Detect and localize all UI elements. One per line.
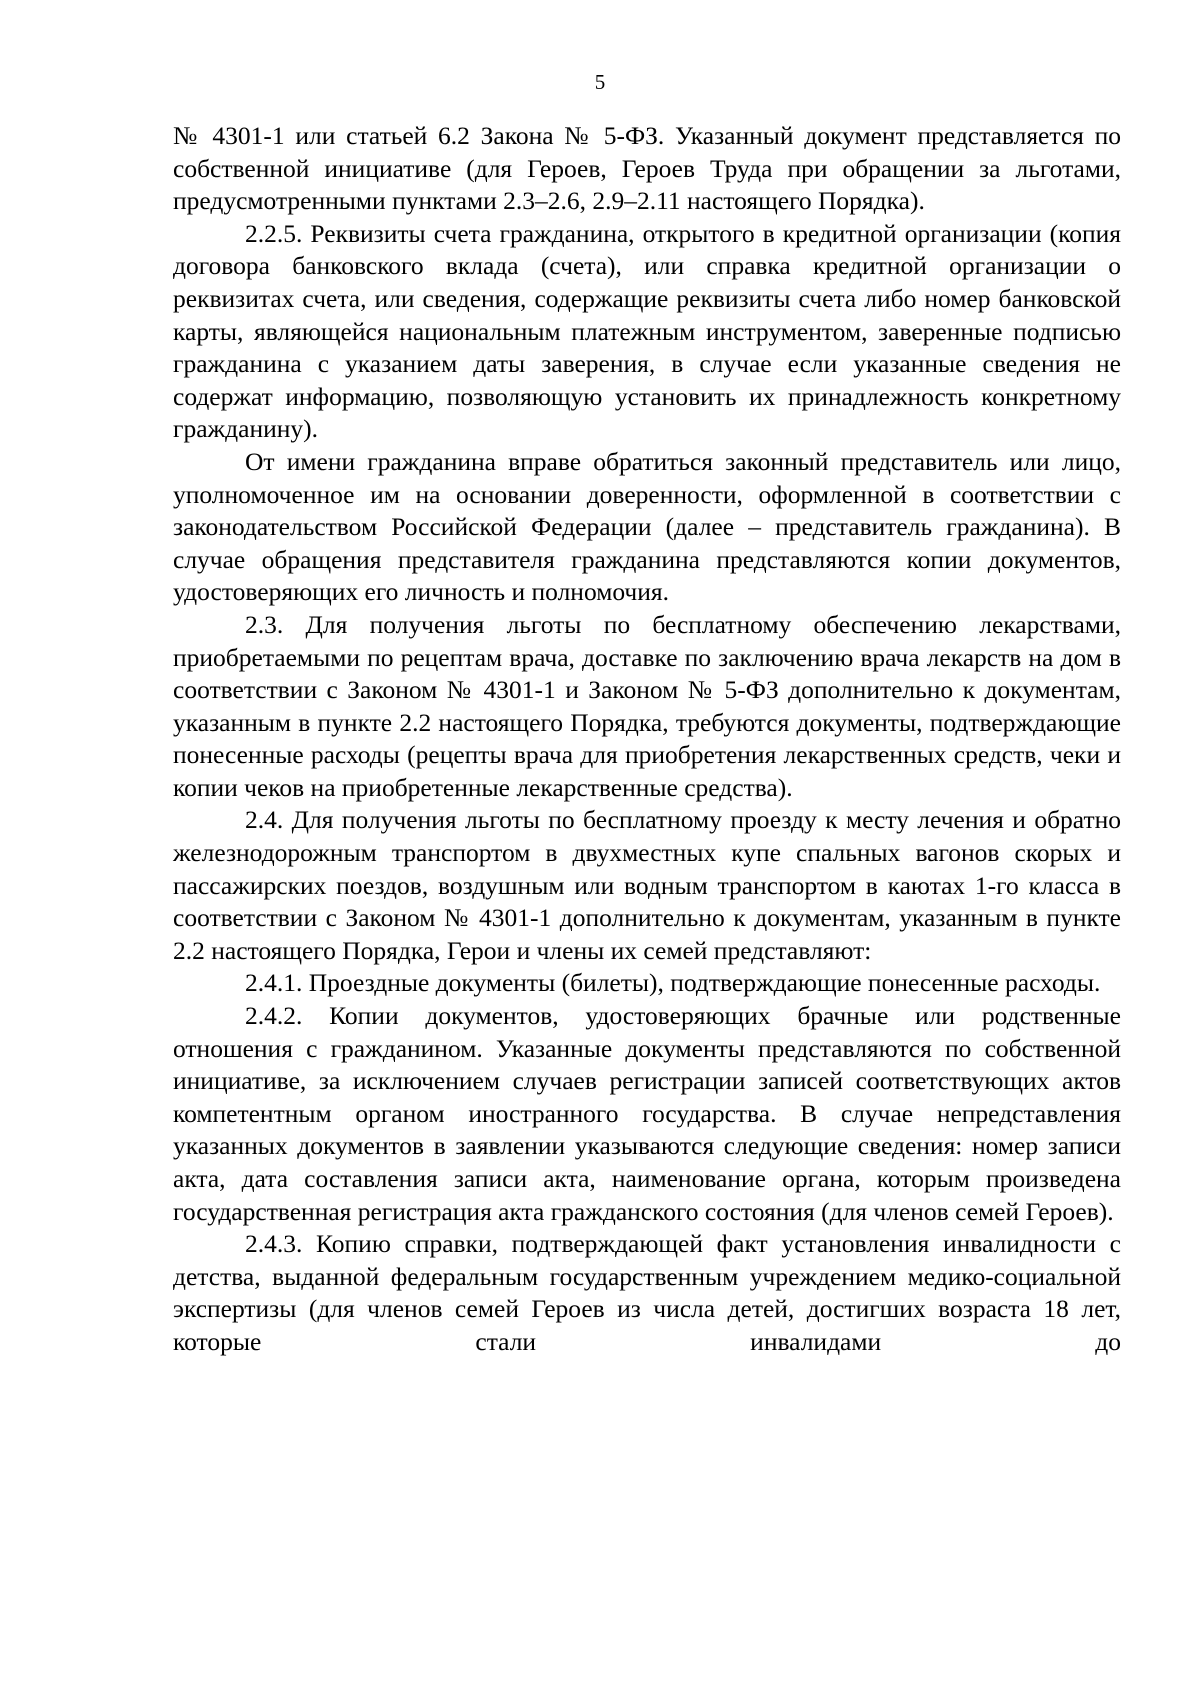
paragraph-2-4: 2.4. Для получения льготы по бесплатному проезду к месту лечения и обратно железнодорожным транспортом в двухместных купе спальных вагонов скорых и пассажирских поездов, воздушным или водным транспортом в каютах 1-го класса в соответствии с Законом № 4301-1 дополнительно к документам, указанным в пункте 2.2 настоящего Порядка, Герои и члены их семей представляют: [173,805,1121,965]
paragraph-2-4-2: 2.4.2. Копии документов, удостоверяющих брачные или родственные отношения с гражданином. Указанные документы представляются по собственной инициативе, за исключением случаев регистрации записей соответствующих актов компетентным органом иностранного государства. В случае непредставления указанных документов в заявлении указываются следующие сведения: номер записи акта, дата составления записи акта, наименование органа, которым произведена государственная регистрация акта гражданского состояния (для членов семей Героев). [173,1001,1121,1226]
paragraph-2-2-5: 2.2.5. Реквизиты счета гражданина, открытого в кредитной организации (копия договора банковского вклада (счета), или справка кредитной организации о реквизитах счета, или сведения, содержащие реквизиты счета либо номер банковской карты, являющейся национальным платежным инструментом, заверенные подписью гражданина с указанием даты заверения, в случае если указанные сведения не содержат информацию, позволяющую установить их принадлежность конкретному гражданину). [173,218,1121,444]
paragraph-2-4-1: 2.4.1. Проездные документы (билеты), подтверждающие понесенные расходы. [245,968,1101,998]
document-body [173,120,1121,1359]
paragraph-2-3: 2.3. Для получения льготы по бесплатному обеспечению лекарствами, приобретаемыми по рецептам врача, доставке по заключению врача лекарств на дом в соответствии с Законом № 4301-1 и Законом № 5-ФЗ дополнительно к документам, указанным в пункте 2.2 настоящего Порядка, требуются документы, подтверждающие понесенные расходы (рецепты врача для приобретения лекарственных средств, чеки и копии чеков на приобретенные лекарственные средства). [173,609,1121,802]
page-number: 5 [594,70,606,94]
paragraph-continuation: № 4301-1 или статьей 6.2 Закона № 5-ФЗ. Указанный документ представляется по собственной инициативе (для Героев, Героев Труда при обращении за льготами, предусмотренными пунктами 2.3–2.6, 2.9–2.11 настоящего Порядка). [173,121,1121,216]
paragraph-2-4-3: 2.4.3. Копию справки, подтверждающей факт установления инвалидности с детства, выданной федеральным государственным учреждением медико-социальной экспертизы (для членов семей Героев из числа детей, достигших возраста 18 лет, которые стали инвалидами до [173,1229,1121,1356]
paragraph-representative: От имени гражданина вправе обратиться законный представитель или лицо, уполномоченное им на основании доверенности, оформленной в соответствии с законодательством Российской Федерации (далее – представитель гражданина). В случае обращения представителя гражданина представляются копии документов, удостоверяющих его личность и полномочия. [173,446,1121,607]
